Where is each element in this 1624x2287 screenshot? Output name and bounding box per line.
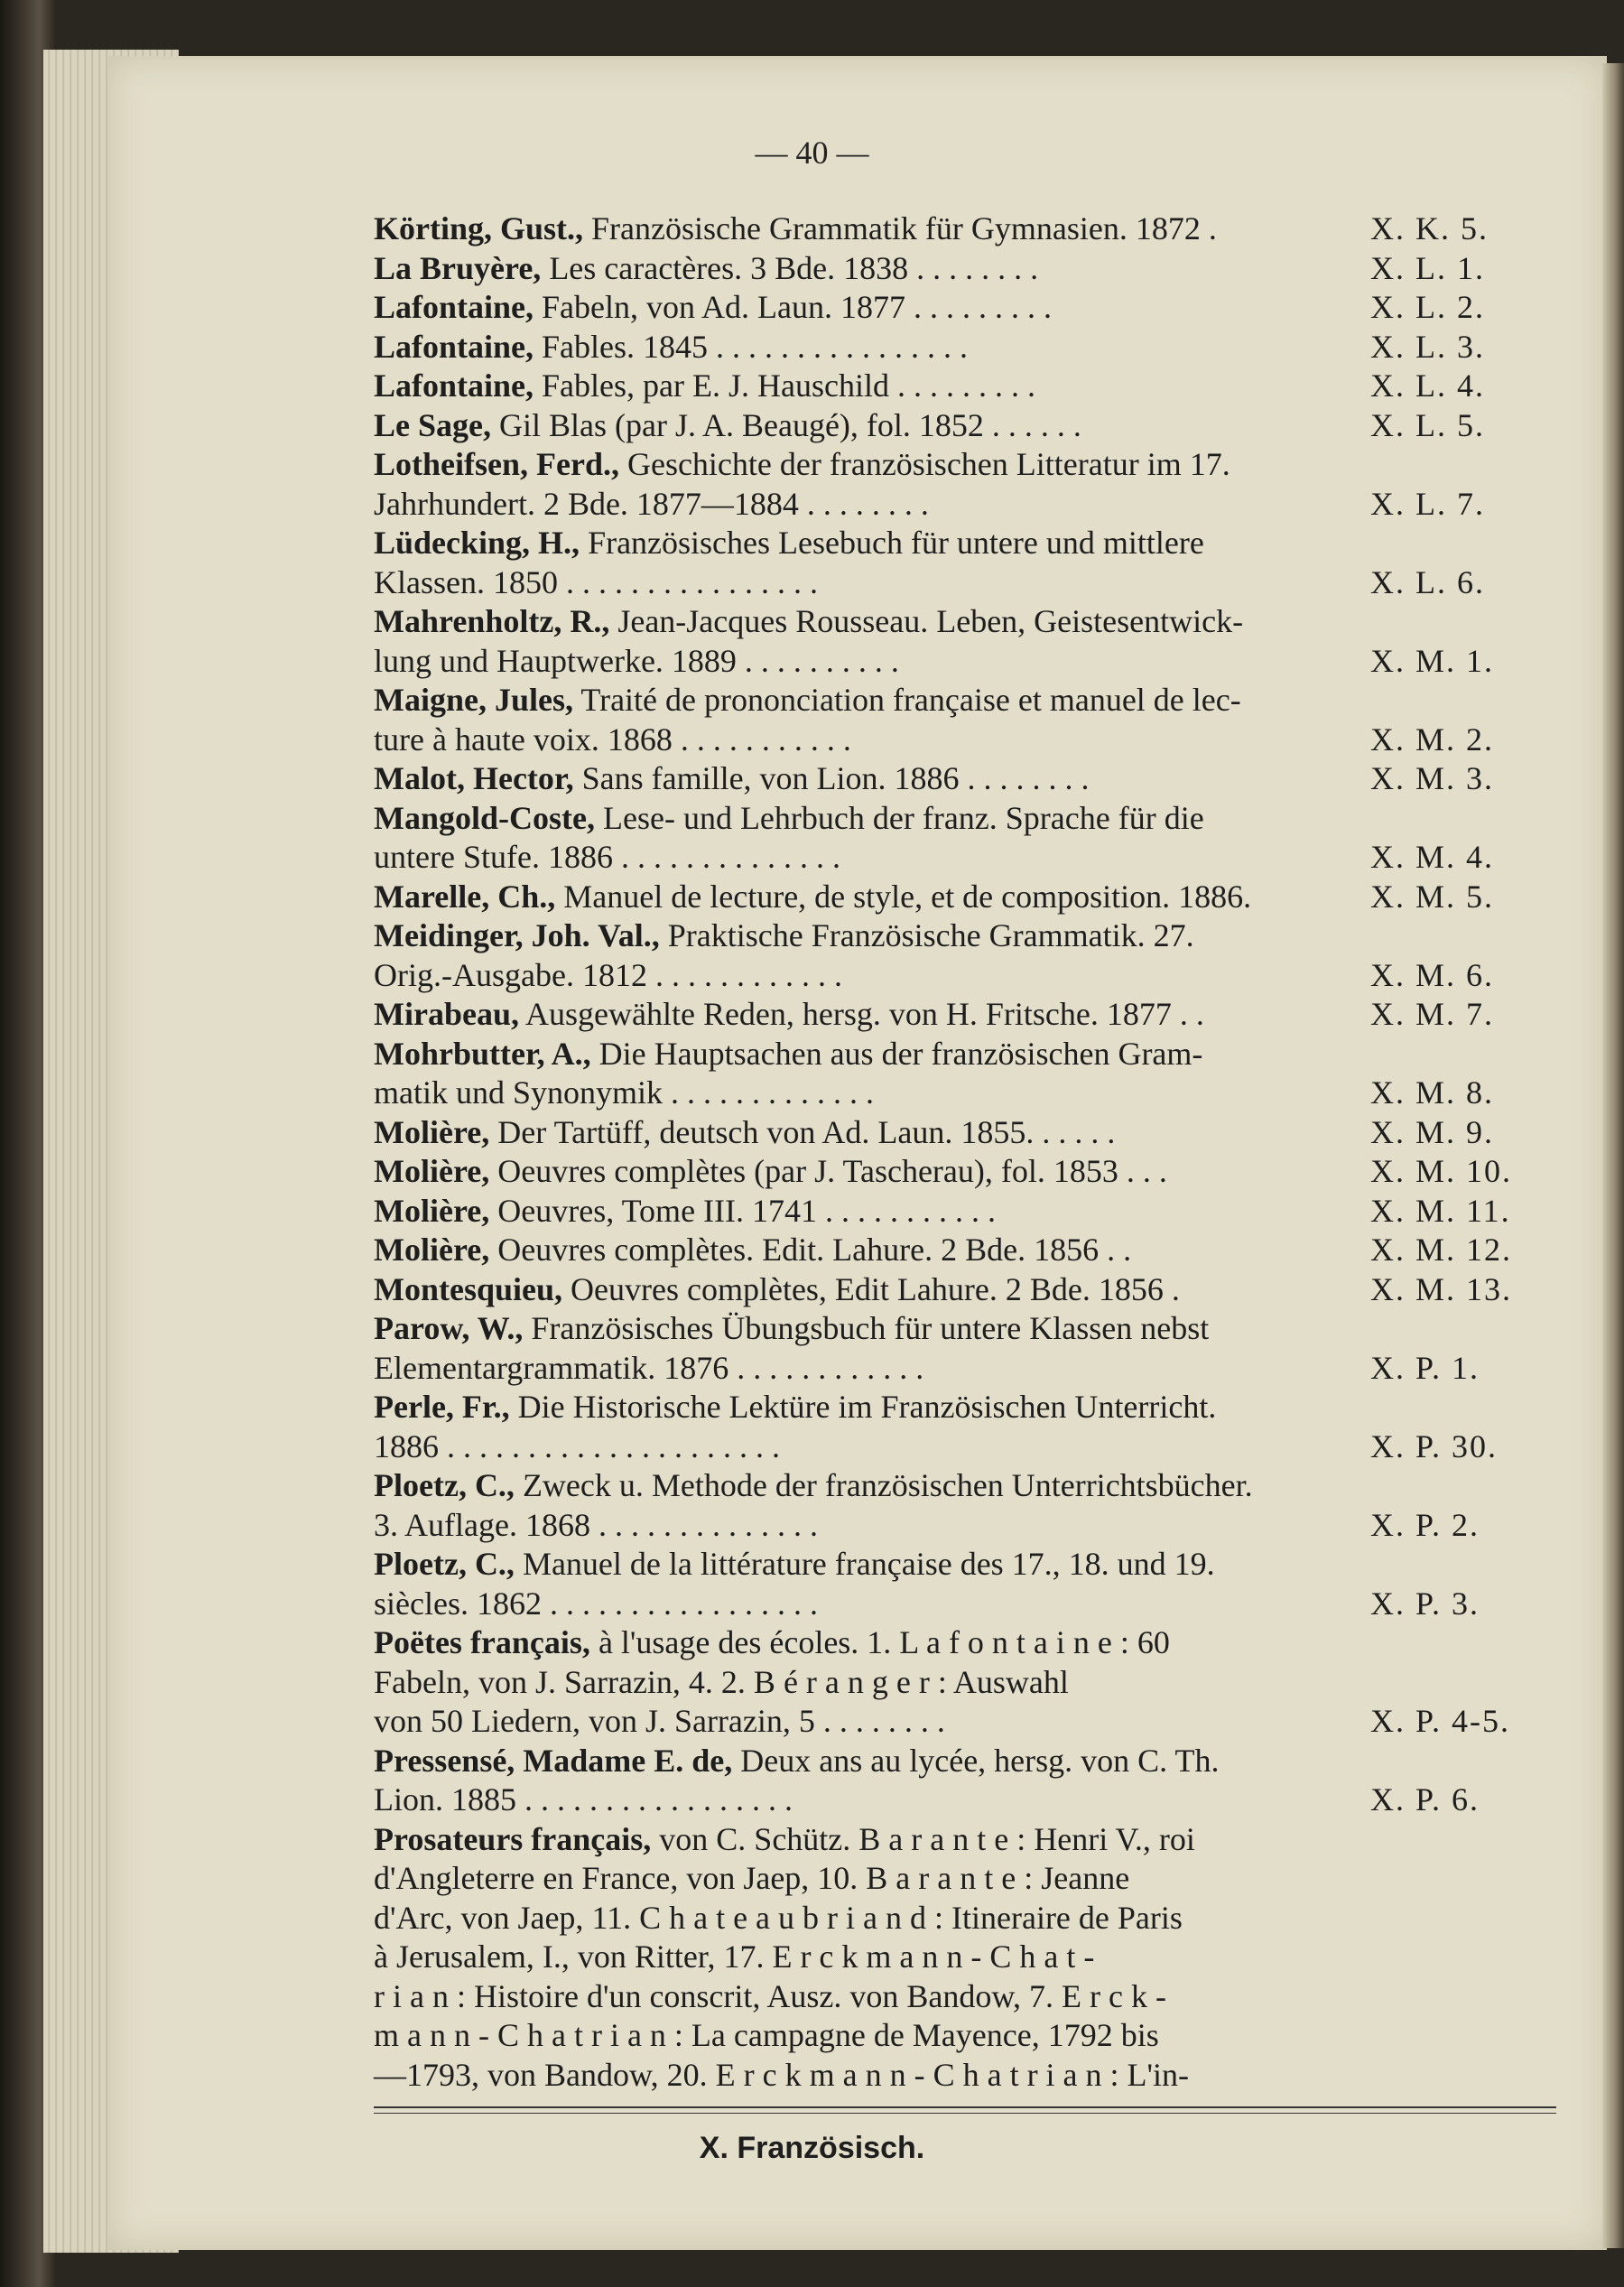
- entry-text: [374, 681, 1349, 759]
- catalog-entry: [374, 524, 1529, 602]
- catalog-entry: [374, 1623, 1529, 1742]
- catalog-entry: [374, 1545, 1529, 1623]
- entry-text: [374, 209, 1349, 249]
- entry-author: Pressensé, Madame E. de,: [374, 1742, 733, 1779]
- page-number: — 40 —: [755, 135, 869, 171]
- catalog-entry: [374, 1388, 1529, 1466]
- catalog-entry: [374, 1466, 1529, 1545]
- footer-rule: [374, 2106, 1556, 2108]
- entry-shelfmark: X. M. 12.: [1370, 1232, 1513, 1268]
- footer-rule-thin: [374, 2113, 1556, 2114]
- entry-text: [374, 759, 1349, 799]
- entry-description: à l'usage des écoles. 1. L a f o n t a i n e : 60 Fabeln, von J. Sarrazin, 4. 2. B é r a n g e r : Auswahl von 50 Liedern, von J. Sarrazin, 5 . . . . . . . .: [374, 1624, 1170, 1739]
- entry-description: Oeuvres complètes. Edit. Lahure. 2 Bde. 1856 . .: [489, 1232, 1132, 1268]
- catalog-entry: [374, 1231, 1529, 1270]
- entry-shelfmark: X. L. 4.: [1370, 367, 1485, 404]
- entry-text: [374, 1623, 1349, 1742]
- entry-shelfmark: X. M. 3.: [1370, 760, 1495, 796]
- entry-description: Jean-Jacques Rousseau. Leben, Geistesentwick- lung und Hauptwerke. 1889 . . . . . . . . . .: [374, 603, 1244, 679]
- entry-author: Ploetz, C.,: [374, 1546, 515, 1582]
- entry-author: Lafontaine,: [374, 328, 534, 365]
- entry-author: Körting, Gust.,: [374, 210, 584, 246]
- entry-author: Lotheifsen, Ferd.,: [374, 446, 619, 482]
- entry-author: Poëtes français,: [374, 1624, 590, 1660]
- entry-text: [374, 1466, 1349, 1545]
- entry-text: [374, 1309, 1349, 1388]
- entry-author: Mahrenholtz, R.,: [374, 603, 610, 639]
- entry-description: Fabeln, von Ad. Laun. 1877 . . . . . . . . .: [534, 289, 1052, 325]
- catalog-entry: [374, 328, 1529, 367]
- entry-text: [374, 1742, 1349, 1820]
- catalog-entry: [374, 1035, 1529, 1113]
- entry-author: Lafontaine,: [374, 289, 534, 325]
- entry-author: Mangold-Coste,: [374, 799, 595, 836]
- entry-text: [374, 602, 1349, 681]
- entry-text: [374, 367, 1349, 406]
- entry-author: Ploetz, C.,: [374, 1467, 515, 1503]
- entry-text: [374, 1820, 1349, 2096]
- entry-text: [374, 524, 1349, 602]
- catalog-entry: [374, 759, 1529, 799]
- entry-shelfmark: X. M. 4.: [1370, 839, 1495, 875]
- entry-text: [374, 1270, 1349, 1310]
- entry-shelfmark: X. L. 2.: [1370, 289, 1485, 325]
- entry-author: Molière,: [374, 1192, 490, 1229]
- entry-description: Praktische Französische Grammatik. 27. Orig.-Ausgabe. 1812 . . . . . . . . . . . .: [374, 917, 1194, 993]
- section-footer: X. Französisch.: [699, 2131, 925, 2165]
- entry-description: Französische Grammatik für Gymnasien. 1872 .: [583, 210, 1217, 246]
- entry-description: Manuel de la littérature française des 17., 18. und 19. siècles. 1862 . . . . . . . . . . . . . . . . .: [374, 1546, 1215, 1622]
- entry-author: La Bruyère,: [374, 249, 542, 286]
- entry-text: [374, 328, 1349, 367]
- entry-shelfmark: X. M. 8.: [1370, 1074, 1495, 1111]
- entry-text: [374, 1388, 1349, 1466]
- entry-author: Lüdecking, H.,: [374, 525, 580, 561]
- entry-shelfmark: X. P. 30.: [1370, 1427, 1499, 1464]
- entry-description: Gil Blas (par J. A. Beaugé), fol. 1852 . . . . . .: [491, 406, 1081, 443]
- entry-description: Geschichte der französischen Litteratur im 17. Jahrhundert. 2 Bde. 1877—1884 . . . . . . . .: [374, 446, 1230, 522]
- entry-shelfmark: X. M. 2.: [1370, 720, 1495, 758]
- catalog-entry: [374, 878, 1529, 917]
- entry-description: Ausgewählte Reden, hersg. von H. Fritsche. 1877 . .: [518, 996, 1204, 1032]
- catalog-entry: [374, 209, 1529, 249]
- entry-author: Meidinger, Joh. Val.,: [374, 917, 660, 953]
- catalog-entry: [374, 681, 1529, 759]
- catalog-entry: [374, 249, 1529, 289]
- entry-text: [374, 1192, 1349, 1232]
- entry-text: [374, 1113, 1349, 1153]
- catalog-entry: [374, 1192, 1529, 1232]
- catalog-entry: [374, 1152, 1529, 1192]
- entry-shelfmark: X. L. 1.: [1370, 249, 1485, 286]
- entry-description: Traité de prononciation française et manuel de lec- ture à haute voix. 1868 . . . . . . . . . . .: [374, 682, 1241, 758]
- entry-shelfmark: X. L. 5.: [1370, 406, 1485, 443]
- catalog-entry: [374, 1742, 1529, 1820]
- entry-shelfmark: X. M. 9.: [1370, 1113, 1495, 1150]
- entry-text: [374, 288, 1349, 328]
- entry-shelfmark: X. P. 1.: [1370, 1349, 1480, 1386]
- entry-description: Sans famille, von Lion. 1886 . . . . . . . .: [573, 760, 1090, 796]
- catalog-entries: [374, 209, 1529, 2095]
- entry-text: [374, 799, 1349, 878]
- entry-text: [374, 878, 1349, 917]
- entry-description: Fables, par E. J. Hauschild . . . . . . . . .: [534, 367, 1035, 404]
- entry-description: Französisches Übungsbuch für untere Klassen nebst Elementargrammatik. 1876 . . . . . . . . . . . .: [374, 1310, 1210, 1386]
- entry-description: von C. Schütz. B a r a n t e : Henri V., roi d'Angleterre en France, von Jaep, 10. B a r a n t e : Jeanne d'Arc, von Jaep, 11. C h a t e a u b r i a n d : Itineraire de Paris à Jerusalem, I., von Ritter, 17. E r c k m a n n - C h a t - r i a n : Histoire d'un conscrit, Ausz. von Bandow, 7. E r c k - m a n n - C h a t r i a n : La campagne de Mayence, 1792 bis —1793, von Bandow, 20. E r c k m a n n - C h a t r i a n : L'in-: [374, 1820, 1195, 2093]
- entry-description: Französisches Lesebuch für untere und mittlere Klassen. 1850 . . . . . . . . . . . . . . . .: [374, 525, 1204, 600]
- entry-author: Mirabeau,: [374, 996, 519, 1032]
- entry-shelfmark: X. K. 5.: [1370, 210, 1489, 246]
- entry-shelfmark: X. P. 3.: [1370, 1585, 1480, 1622]
- entry-author: Lafontaine,: [374, 367, 534, 404]
- catalog-entry: [374, 995, 1529, 1035]
- catalog-entry: [374, 367, 1529, 406]
- catalog-entry: [374, 288, 1529, 328]
- entry-description: Oeuvres complètes (par J. Tascherau), fol. 1853 . . .: [489, 1153, 1167, 1189]
- page-right-edge: [1602, 63, 1624, 2248]
- entry-author: Molière,: [374, 1153, 490, 1189]
- entry-shelfmark: X. P. 2.: [1370, 1506, 1480, 1543]
- catalog-entry: [374, 799, 1529, 878]
- catalog-entry: [374, 406, 1529, 446]
- entry-shelfmark: X. M. 5.: [1370, 878, 1495, 915]
- entry-author: Prosateurs français,: [374, 1820, 652, 1857]
- entry-text: [374, 445, 1349, 524]
- entry-text: [374, 406, 1349, 446]
- catalog-entry: [374, 1270, 1529, 1310]
- entry-shelfmark: X. M. 1.: [1370, 642, 1495, 679]
- catalog-entry: [374, 602, 1529, 681]
- entry-shelfmark: X. M. 13.: [1370, 1270, 1513, 1307]
- entry-author: Mohrbutter, A.,: [374, 1035, 591, 1072]
- entry-author: Le Sage,: [374, 406, 491, 443]
- entry-author: Molière,: [374, 1232, 490, 1268]
- entry-author: Maigne, Jules,: [374, 682, 573, 718]
- entry-shelfmark: X. P. 6.: [1370, 1781, 1480, 1818]
- entry-text: [374, 995, 1349, 1035]
- entry-author: Marelle, Ch.,: [374, 878, 556, 915]
- entry-author: Malot, Hector,: [374, 760, 574, 796]
- entry-shelfmark: X. L. 3.: [1370, 328, 1485, 365]
- entry-text: [374, 1035, 1349, 1113]
- entry-author: Montesquieu,: [374, 1270, 563, 1307]
- entry-shelfmark: X. M. 11.: [1370, 1192, 1511, 1229]
- entry-shelfmark: X. P. 4-5.: [1370, 1703, 1511, 1739]
- catalog-entry: [374, 1820, 1529, 2096]
- entry-description: Deux ans au lycée, hersg. von C. Th. Lion. 1885 . . . . . . . . . . . . . . . . .: [374, 1742, 1220, 1818]
- entry-description: Les caractères. 3 Bde. 1838 . . . . . . . .: [541, 249, 1039, 286]
- catalog-entry: [374, 445, 1529, 524]
- entry-text: [374, 916, 1349, 995]
- catalog-entry: [374, 1113, 1529, 1153]
- entry-shelfmark: X. M. 6.: [1370, 956, 1495, 993]
- entry-shelfmark: X. M. 10.: [1370, 1153, 1513, 1189]
- entry-description: Die Historische Lektüre im Französischen Unterricht. 1886 . . . . . . . . . . . . . . . . . . . . .: [374, 1389, 1217, 1464]
- entry-author: Parow, W.,: [374, 1310, 524, 1346]
- entry-description: Die Hauptsachen aus der französischen Gram- matik und Synonymik . . . . . . . . . . . . .: [374, 1035, 1203, 1111]
- entry-text: [374, 1152, 1349, 1192]
- entry-text: [374, 1545, 1349, 1623]
- entry-author: Perle, Fr.,: [374, 1389, 510, 1425]
- entry-text: [374, 249, 1349, 289]
- entry-author: Molière,: [374, 1113, 490, 1150]
- entry-shelfmark: X. L. 6.: [1370, 563, 1485, 600]
- entry-text: [374, 1231, 1349, 1270]
- entry-description: Oeuvres, Tome III. 1741 . . . . . . . . . . .: [489, 1192, 997, 1229]
- catalog-entry: [374, 916, 1529, 995]
- entry-description: Lese- und Lehrbuch der franz. Sprache für die untere Stufe. 1886 . . . . . . . . . . . . . .: [374, 799, 1204, 875]
- entry-shelfmark: X. M. 7.: [1370, 996, 1495, 1032]
- entry-description: Oeuvres complètes, Edit Lahure. 2 Bde. 1856 .: [562, 1270, 1180, 1307]
- entry-description: Der Tartüff, deutsch von Ad. Laun. 1855. . . . . .: [489, 1113, 1116, 1150]
- entry-description: Manuel de lecture, de style, et de composition. 1886.: [555, 878, 1252, 915]
- entry-description: Zweck u. Methode der französischen Unterrichtsbücher. 3. Auflage. 1868 . . . . . . . . . . . . . .: [374, 1467, 1253, 1543]
- catalog-entry: [374, 1309, 1529, 1388]
- entry-shelfmark: X. L. 7.: [1370, 485, 1485, 522]
- entry-description: Fables. 1845 . . . . . . . . . . . . . . . .: [534, 328, 969, 365]
